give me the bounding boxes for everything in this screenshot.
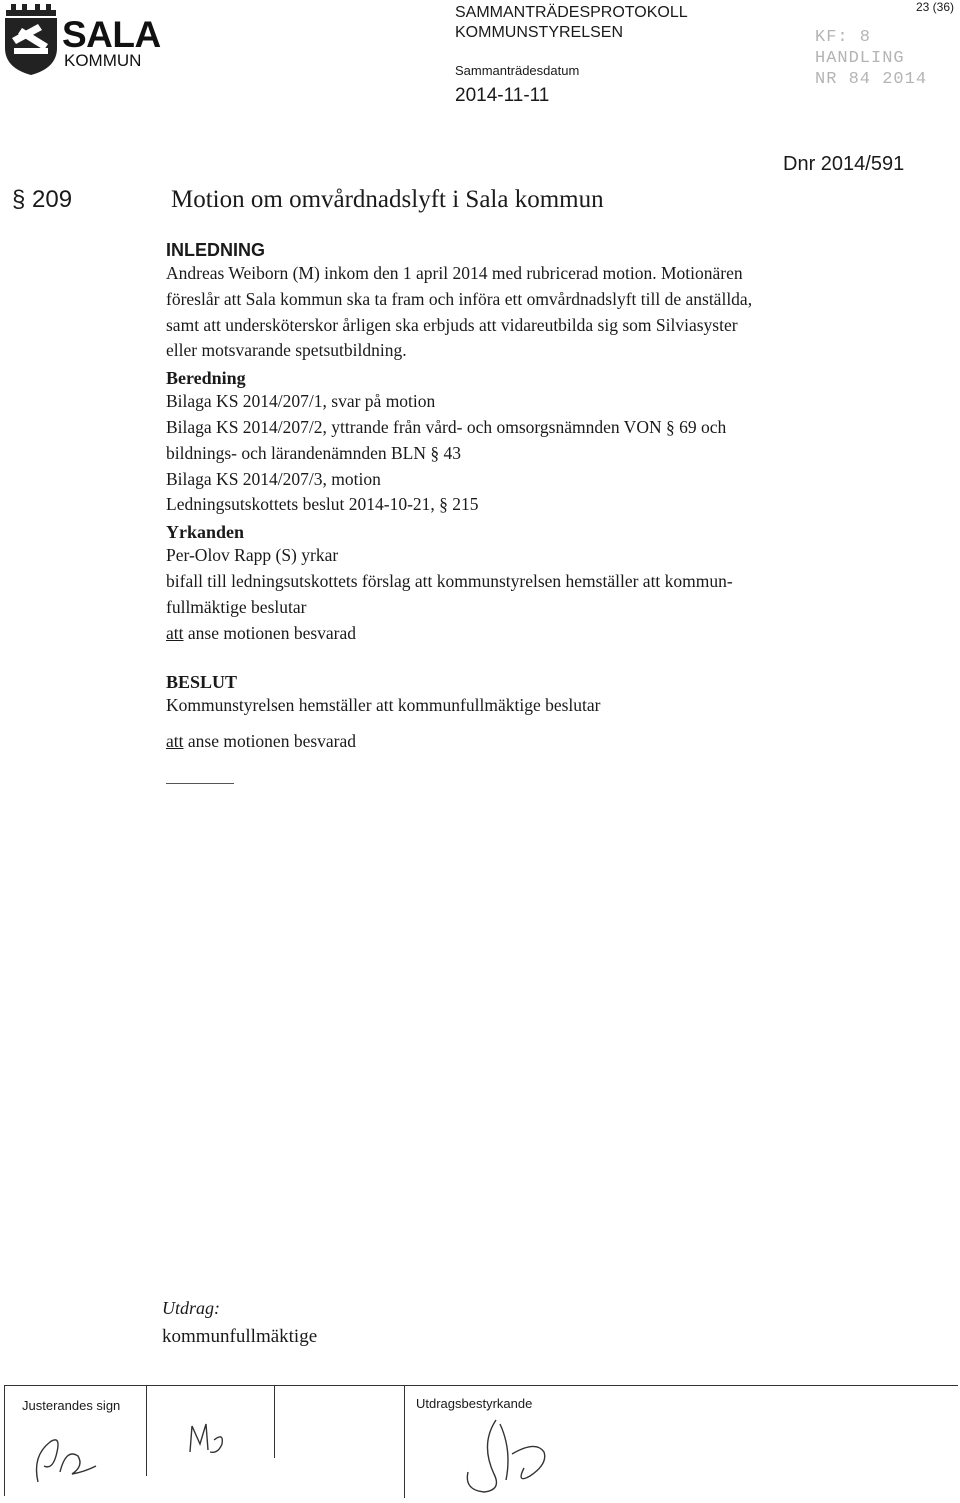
page-number: 23 (36) — [915, 0, 954, 14]
extract-recipient: kommunfullmäktige — [162, 1326, 318, 1347]
list-item: Bilaga KS 2014/207/3, motion — [166, 468, 381, 489]
att-text: anse motionen besvarad — [183, 731, 357, 752]
end-rule — [166, 783, 234, 784]
signature-initials-3 — [450, 1414, 560, 1498]
text-line: fullmäktige beslutar — [166, 596, 307, 617]
text-line: föreslår att Sala kommun ska ta fram och införa ett omvårdnadslyft till de anställda, — [166, 288, 753, 309]
stamp-line-2: HANDLING — [815, 49, 905, 68]
yrkanden-heading: Yrkanden — [166, 522, 245, 543]
paragraph-number: § 209 — [12, 186, 73, 213]
utdragsbestyrkande-label: Utdragsbestyrkande — [416, 1396, 533, 1411]
beslut-heading: BESLUT — [166, 672, 238, 693]
att-text: anse motionen besvarad — [183, 622, 357, 643]
justerandes-sign-label: Justerandes sign — [22, 1398, 121, 1413]
signature-box — [4, 1385, 958, 1498]
text-line: Per-Olov Rapp (S) yrkar — [166, 545, 339, 566]
att-clause — [166, 621, 896, 647]
item-title: Motion om omvårdnadslyft i Sala kommun — [171, 186, 604, 213]
text-line: samt att undersköterskor årligen ska erbjuds att vidareutbilda sig som Silviasyster — [166, 314, 738, 335]
meeting-date: 2014-11-11 — [455, 85, 550, 106]
handling-stamp — [815, 27, 927, 90]
box-divider — [274, 1386, 275, 1458]
protocol-body — [166, 238, 896, 784]
stamp-line-3: NR 84 2014 — [815, 70, 928, 89]
att-keyword: att — [166, 622, 184, 643]
diary-number: Dnr 2014/591 — [783, 153, 905, 175]
extract-label: Utdrag: — [162, 1298, 220, 1318]
box-divider — [4, 1386, 5, 1496]
yrkanden-text — [166, 543, 896, 646]
beredning-list — [166, 389, 896, 518]
logo-wordmark: SALA — [62, 14, 161, 55]
sala-kommun-logo — [0, 0, 170, 80]
text-line: bifall till ledningsutskottets förslag att kommunstyrelsen hemställer att kommun- — [166, 570, 733, 591]
att-clause — [166, 729, 896, 755]
list-item: Bilaga KS 2014/207/1, svar på motion — [166, 391, 436, 412]
text-line: Andreas Weiborn (M) inkom den 1 april 2014 med rubricerad motion. Motionären — [166, 263, 743, 283]
list-item: Ledningsutskottets beslut 2014-10-21, § 215 — [166, 494, 479, 515]
beslut-text — [166, 693, 896, 755]
beredning-heading: Beredning — [166, 368, 246, 389]
document-type: SAMMANTRÄDESPROTOKOLL — [455, 4, 688, 21]
meeting-date-label: Sammanträdesdatum — [455, 63, 580, 78]
inledning-heading: INLEDNING — [166, 240, 265, 260]
inledning-text — [166, 261, 896, 364]
box-divider — [146, 1386, 147, 1476]
signature-initials-2 — [184, 1414, 264, 1464]
logo-subtitle: KOMMUN — [64, 51, 142, 70]
municipal-crest-icon — [2, 2, 60, 76]
organ-name: KOMMUNSTYRELSEN — [455, 24, 624, 41]
text-line: eller motsvarande spetsutbildning. — [166, 340, 407, 361]
stamp-line-1: KF: 8 — [815, 28, 872, 47]
box-divider — [404, 1386, 405, 1498]
text-line: Kommunstyrelsen hemställer att kommunfullmäktige beslutar — [166, 695, 601, 716]
att-keyword: att — [166, 731, 184, 752]
list-item: bildnings- och lärandenämnden BLN § 43 — [166, 442, 462, 463]
signature-initials-1 — [24, 1426, 124, 1492]
list-item: Bilaga KS 2014/207/2, yttrande från vård- och omsorgsnämnden VON § 69 och — [166, 416, 727, 437]
